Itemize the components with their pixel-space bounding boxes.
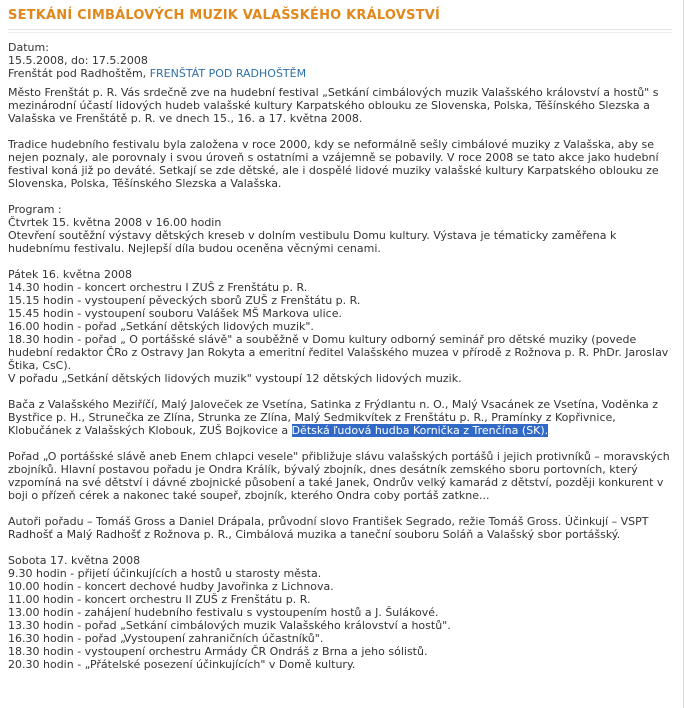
list-item: 13.30 hodin - pořad „Setkání cimbálových muzik Valašského království a hostů".	[8, 619, 451, 632]
list-item: 11.00 hodin - koncert orchestru II ZUŠ z Frenštátu p. R.	[8, 593, 311, 606]
date-label: Datum:	[8, 41, 49, 54]
place-link[interactable]: FRENŠTÁT POD RADHOŠTĚM	[149, 67, 307, 80]
selected-text[interactable]: Dĕtská ľudová hudba Kornička z Trenčína (SK).	[291, 424, 549, 437]
event-place	[8, 67, 672, 80]
list-item: 18.30 hodin - pořad „ O portášské slávě" a souběžně v Domu kultury odborný seminář pro dětské muziky (povede hudební redaktor ČRo z Ostravy Jan Rokyta a emeritní ředitel Valašského muzea v přírodě z Rožnova p. R. PhDr. Jaroslav Štika, CsC).	[8, 333, 669, 372]
authors-paragraph: Autoři pořadu – Tomáš Gross a Daniel Drápala, průvodní slovo František Segrado, režie Tomáš Gross. Účinkují – VSPT Radhošť a Malý Radhošť z Rožnova p. R., Cimbálová muzika a taneční souboru Soláň a Valašský sbor portášský.	[8, 515, 649, 541]
list-item: 18.30 hodin - vystoupení orchestru Armády ČR Ondráš z Brna a jeho sólistů.	[8, 645, 428, 658]
program-label: Program :	[8, 203, 62, 216]
thursday-text: Otevření soutěžní výstavy dětských kreseb v dolním vestibulu Domu kultury. Výstava je tématicky zaměřena k hudebnímu festivalu. Nejlepší díla budou oceněna věcnými cenami.	[8, 229, 617, 255]
list-item: 10.00 hodin - koncert dechové hudby Javořinka z Lichnova.	[8, 580, 334, 593]
list-item: 20.30 hodin - „Přátelské posezení účinkujících" v Domě kultury.	[8, 658, 356, 671]
list-item: V pořadu „Setkání dětských lidových muzik" vystoupí 12 dětských lidových muzik.	[8, 372, 462, 385]
list-item: 13.00 hodin - zahájení hudebního festivalu s vystoupením hostů a J. Šulákové.	[8, 606, 439, 619]
list-item: 16.00 hodin - pořad „Setkání dětských lidových muzik".	[8, 320, 314, 333]
list-item: 14.30 hodin - koncert orchestru I ZUŠ z Frenštátu p. R.	[8, 281, 308, 294]
friday-heading: Pátek 16. května 2008	[8, 268, 132, 281]
thursday-heading: Čtvrtek 15. května 2008 v 16.00 hodin	[8, 216, 222, 229]
intro-paragraph-2: Tradice hudebního festivalu byla založena v roce 2000, kdy se neformálně sešly cimbálové muziky z Valašska, aby se nejen poznaly, ale porovnaly i svou úroveň s ostatními a vzájemně se pobavily. V roce 2008 se tato akce jako hudební festival koná již po deváté. Setkají se zde dětské, ale i dospělé lidové muziky valašské kultury Karpatského oblouku ze Slovenska, Polska, Těšínského Slezska a Valašska.	[8, 138, 659, 190]
date-range: 15.5.2008, do: 17.5.2008	[8, 54, 148, 67]
event-article	[8, 0, 672, 671]
intro-paragraph-1: Město Frenštát p. R. Vás srdečně zve na hudební festival „Setkání cimbálových muzik Valašského království a hostů" s mezinárodní účastí lidových hudeb valašské kultury Karpatského oblouku ze Slovenska, Polska, Těšínského Slezska a Valašska ve Frenštátě p. R. ve dnech 15., 16. a 17. května 2008.	[8, 86, 659, 125]
list-item: 16.30 hodin - pořad „Vystoupení zahraničních účastníků".	[8, 632, 324, 645]
saturday-heading: Sobota 17. května 2008	[8, 554, 141, 567]
page-title: SETKÁNÍ CIMBÁLOVÝCH MUZIK VALAŠSKÉHO KRÁLOVSTVÍ	[8, 8, 672, 30]
bands-paragraph	[8, 398, 672, 437]
list-item: 15.45 hodin - vystoupení souboru Valášek MŠ Markova ulice.	[8, 307, 342, 320]
bands-text: Bača z Valašského Meziříčí, Malý Jalovec̆ek ze Vsetína, Satinka z Frýdlantu n. O., Malý Vsacánek ze Vsetína, Vodĕnka z Bystřice p. H., Strunečka ze Zlína, Strunka ze Zlína, Malý Sedmikvítek z Frenštátu p. R., Pramínky z Kopřivnice, Klobučánek z Valašských Klobouk, ZUŠ Bojkovice a	[8, 398, 659, 437]
place-text: Frenštát pod Radhoštěm,	[8, 67, 147, 80]
list-item: 15.15 hodin - vystoupení pěveckých sborů ZUŠ z Frenštátu p. R.	[8, 294, 361, 307]
portas-paragraph: Pořad „O portášské slávě aneb Enem chlapci vesele" přibližuje slávu valašských portášů i jejich protivníků – moravských zbojníků. Hlavní postavou pořadu je Ondra Králík, bývalý zbojník, dnes desátník zemského sboru portovních, který vzpomíná na své dětství i dávné zbojnické působení a také Janek, Ondrův velký kamarád z dětství, později konkurent v boji o přízeň cérek a nakonec také soupeř, zbojník, kterého Ondra coby portáš zatkne...	[8, 450, 670, 502]
list-item: 9.30 hodin - přijetí účinkujících a hostů u starosty města.	[8, 567, 322, 580]
